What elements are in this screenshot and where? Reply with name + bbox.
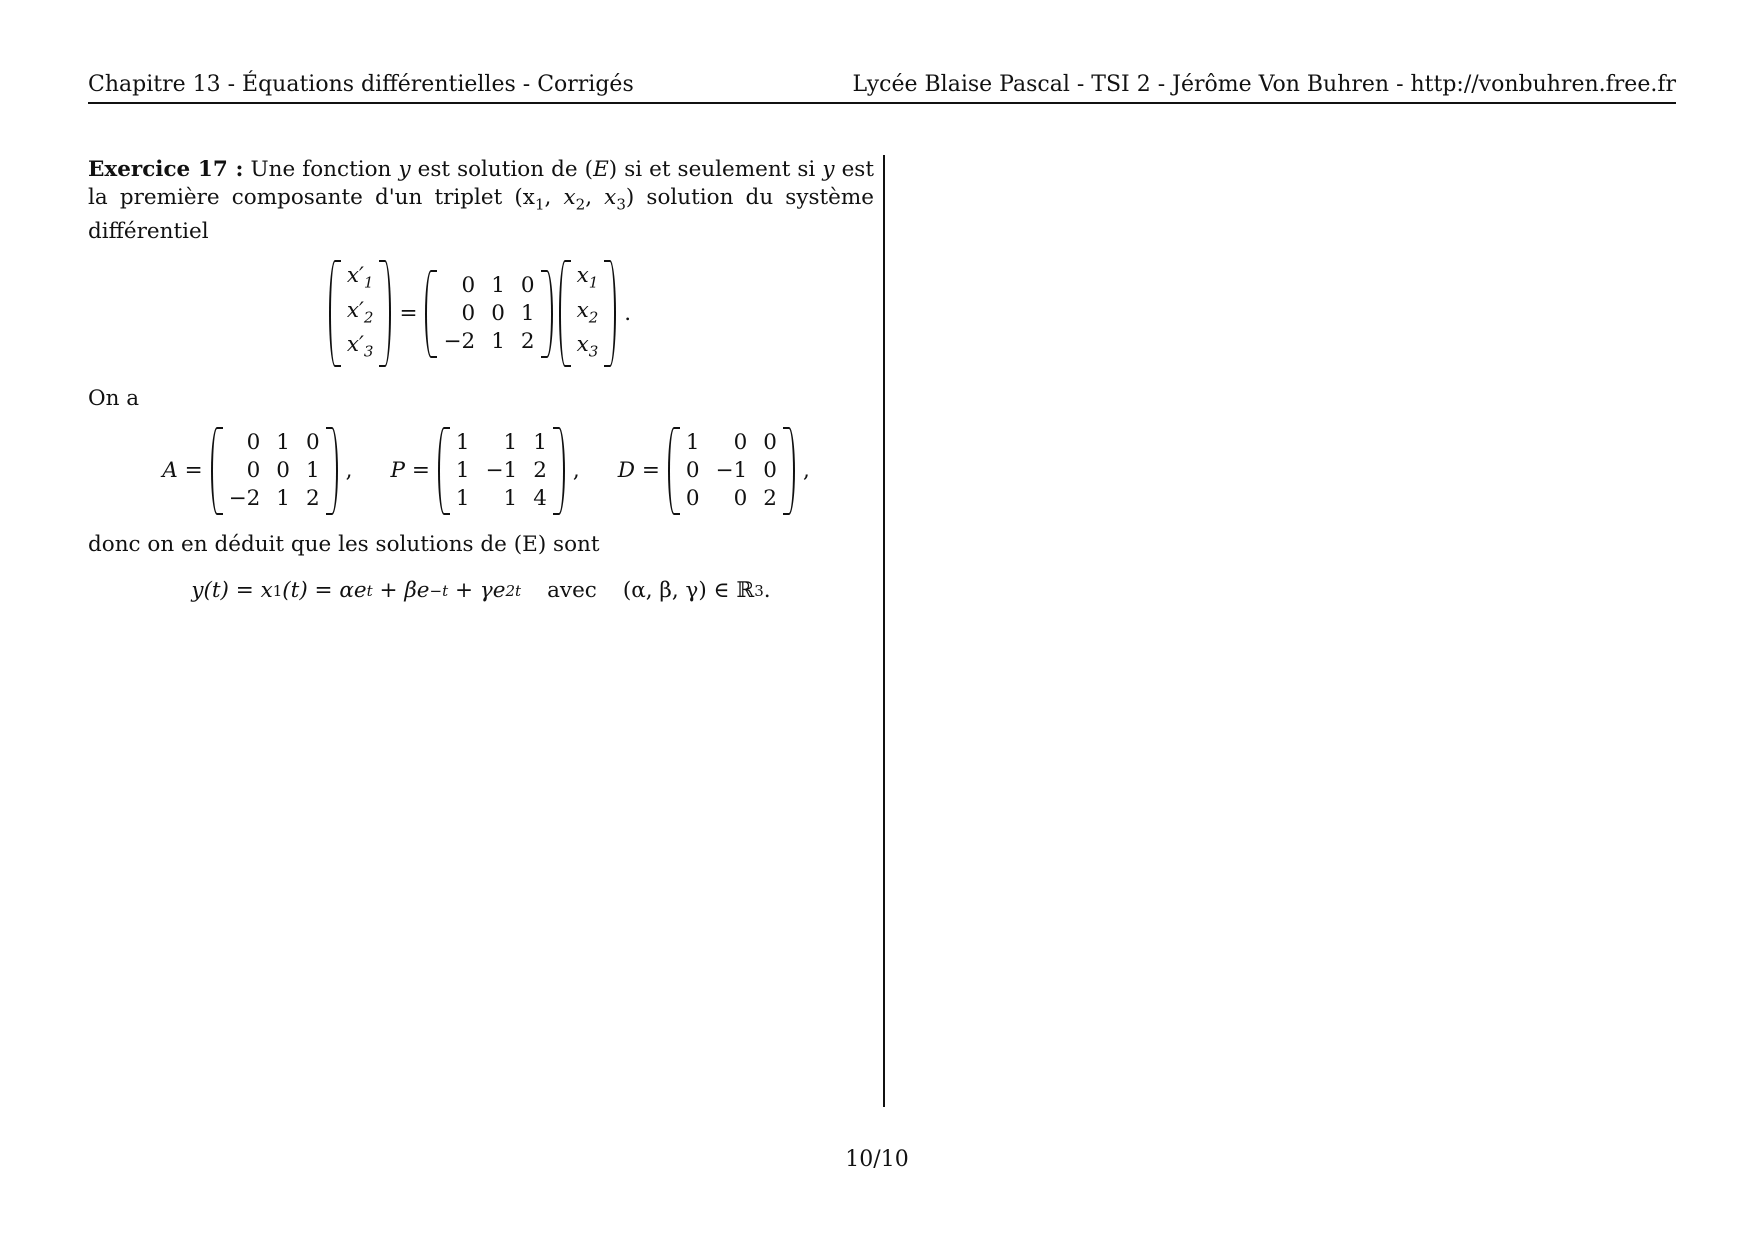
system-matrix-cell: 0 — [461, 272, 476, 298]
solution-term: + γe — [455, 578, 506, 604]
comma: , — [802, 458, 810, 484]
period: . — [624, 300, 632, 326]
matrix-A-cell: 2 — [305, 486, 320, 512]
matrix-P — [440, 429, 563, 513]
exponent: 2t — [505, 582, 522, 601]
exponent: t — [366, 582, 373, 601]
matrix-P-label: P = — [390, 458, 430, 484]
matrix-P-row — [448, 457, 555, 485]
lhs-vector-cell: $x'_2$ — [346, 297, 374, 326]
rhs-vector-cell: $x_3$ — [576, 331, 599, 361]
system-matrix-cell: 1 — [520, 300, 535, 326]
system-matrix-cell: 0 — [461, 300, 476, 326]
system-matrix-row — [435, 300, 542, 328]
statement-text: ) solution du système différentiel — [88, 185, 874, 245]
system-matrix-cell: 1 — [491, 328, 505, 354]
matrix-P-cell: 1 — [455, 458, 470, 484]
column-separator — [883, 155, 885, 1107]
system-matrix-cell: 0 — [520, 272, 535, 298]
exercise-title: Exercice 17 : — [88, 157, 244, 182]
parameter-set: (α, β, γ) ∈ ℝ — [622, 578, 755, 604]
matrix-A-label: A = — [162, 458, 203, 484]
var-y: y — [822, 157, 835, 182]
matrix-D-cell: 0 — [763, 430, 777, 456]
matrix-D — [670, 429, 793, 513]
matrix-A-cell: −2 — [228, 486, 261, 512]
system-matrix-cell: 0 — [491, 300, 505, 326]
exponent: 3 — [754, 582, 764, 601]
exercise-statement: Exercice 17 : Une fonction y est solution de (E) si et seulement si y est la première composante d'un triplet ($x_1$, $x_2$, $x_3$) solution du système différentiel — [88, 157, 874, 245]
header-chapter-title: Chapitre 13 - Équations différentielles - Corrigés — [88, 72, 634, 97]
matrix-P-cell: 1 — [503, 486, 518, 512]
matrix-P-cell: 1 — [455, 486, 470, 512]
lhs-vector-cell: $x'_1$ — [346, 263, 374, 292]
conclusion-text: donc on en déduit que les solutions de (E) sont — [88, 532, 600, 558]
equals-sign: = — [399, 300, 418, 326]
on-a-text: On a — [88, 386, 140, 412]
rhs-vector-cell: $x_1$ — [576, 263, 599, 292]
comma: , — [345, 458, 353, 484]
lhs-vector-cell: $x'_3$ — [346, 331, 374, 361]
statement-text: est solution de ( — [417, 157, 594, 182]
lhs-vector — [331, 262, 390, 365]
matrix-D-cell: 0 — [685, 458, 700, 484]
matrix-P-row — [448, 429, 555, 457]
system-matrix-cell: −2 — [443, 328, 476, 354]
matrix-D-label: D = — [617, 458, 660, 484]
system-matrix-row — [435, 328, 542, 356]
matrix-D-row — [678, 485, 785, 513]
var-E: E — [593, 157, 609, 182]
avec-word: avec — [547, 578, 597, 604]
statement-text: est la première composante d'un triplet (x — [88, 157, 874, 210]
matrix-D-cell: 0 — [733, 486, 748, 512]
matrix-A-cell: 0 — [276, 458, 290, 484]
matrix-P-cell: 2 — [533, 458, 547, 484]
matrix-A — [213, 429, 336, 513]
matrix-D-cell: 2 — [763, 486, 777, 512]
solution-lhs: y(t) = x — [191, 578, 273, 604]
matrix-P-cell: 1 — [455, 430, 470, 456]
comma: , — [572, 458, 580, 484]
system-matrix-row — [435, 272, 542, 300]
matrix-A-row — [221, 457, 328, 485]
system-matrix-cell: 1 — [491, 272, 505, 298]
matrix-D-cell: 0 — [733, 430, 748, 456]
matrix-A-row — [221, 429, 328, 457]
solution-term: (t) = αe — [282, 578, 367, 604]
matrix-A-cell: 1 — [305, 458, 320, 484]
matrix-P-cell: 4 — [533, 486, 547, 512]
differential-system — [88, 262, 874, 365]
var-y: y — [398, 157, 411, 182]
matrix-A-cell: 0 — [246, 430, 261, 456]
left-column — [88, 156, 874, 605]
period: . — [763, 578, 771, 604]
matrix-D-cell: 1 — [685, 430, 700, 456]
matrix-A-cell: 0 — [305, 430, 320, 456]
header-school-author: Lycée Blaise Pascal - TSI 2 - Jérôme Von Buhren - http://vonbuhren.free.fr — [852, 72, 1676, 97]
system-matrix — [427, 272, 550, 356]
matrix-D-cell: 0 — [763, 458, 777, 484]
rhs-vector-cell: $x_2$ — [576, 297, 599, 326]
system-matrix-cell: 2 — [520, 328, 535, 354]
statement-text: ) si et seulement si — [608, 157, 816, 182]
matrix-P-row — [448, 485, 555, 513]
matrix-A-row — [221, 485, 328, 513]
matrix-A-cell: 1 — [276, 430, 290, 456]
page-header — [88, 72, 1676, 104]
matrix-P-cell: −1 — [485, 458, 518, 484]
matrices-definition — [88, 429, 874, 513]
statement-text: Une fonction — [250, 157, 392, 182]
matrix-D-row — [678, 429, 785, 457]
page-number: 10/10 — [845, 1147, 909, 1172]
solution-formula: y(t) = x 1 (t) = αe t + βe −t + γe 2t avec (α, β, γ) ∈ ℝ 3 . — [191, 578, 771, 604]
matrix-D-row — [678, 457, 785, 485]
matrix-A-cell: 0 — [246, 458, 261, 484]
rhs-vector — [561, 262, 615, 365]
matrix-A-cell: 1 — [276, 486, 290, 512]
matrix-P-cell: 1 — [533, 430, 547, 456]
matrix-P-cell: 1 — [503, 430, 518, 456]
matrix-D-cell: −1 — [715, 458, 748, 484]
exponent: −t — [429, 582, 449, 601]
solution-term: + βe — [379, 578, 430, 604]
matrix-D-cell: 0 — [685, 486, 700, 512]
